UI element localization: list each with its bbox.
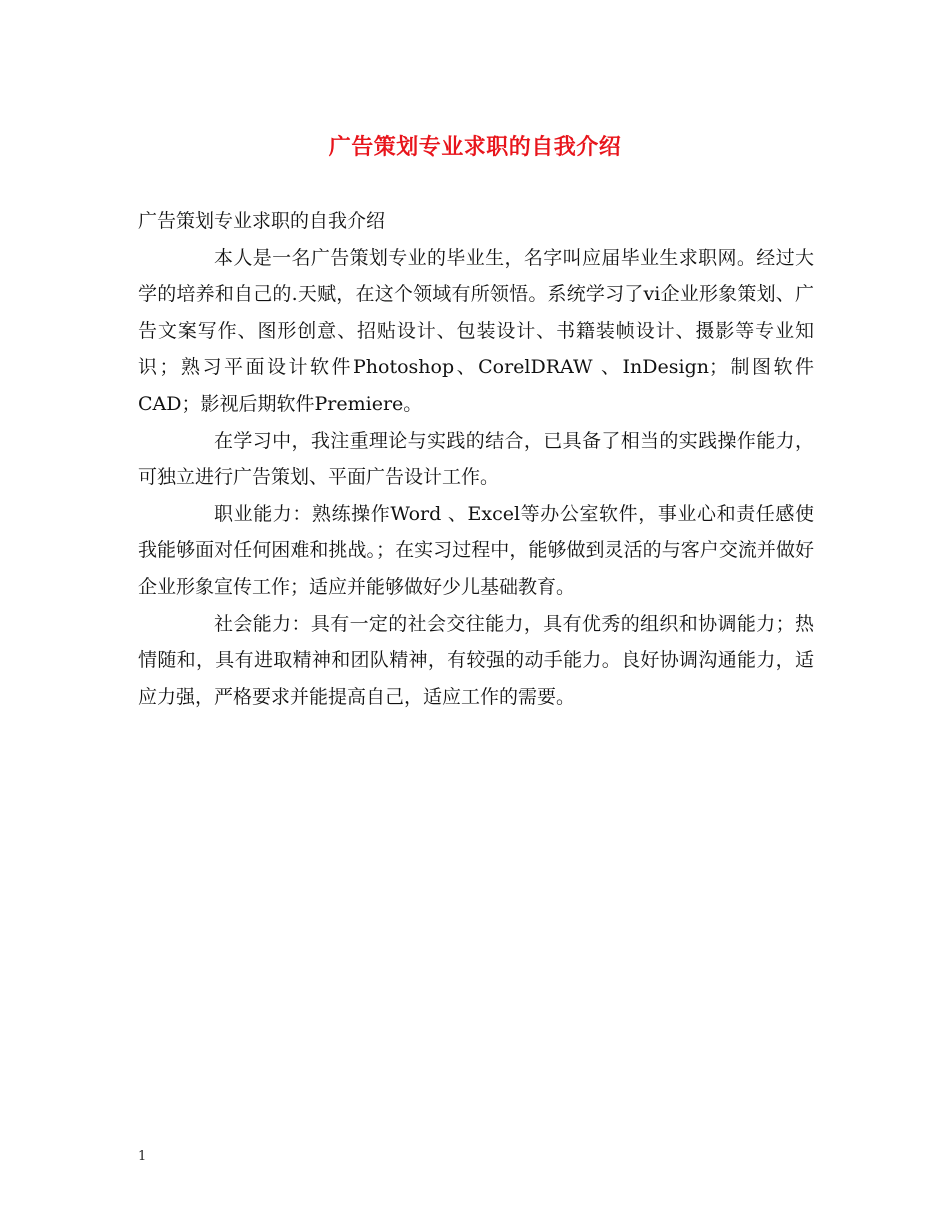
paragraph-social-ability: 社会能力：具有一定的社会交往能力，具有优秀的组织和协调能力；热情随和，具有进取精神和团队精神，有较强的动手能力。良好协调沟通能力，适应力强，严格要求并能提高自己，适应工作的需要。 <box>138 612 814 708</box>
paragraph-intro: 本人是一名广告策划专业的毕业生，名字叫应届毕业生求职网。经过大学的培养和自己的.天赋，在这个领域有所领悟。系统学习了vi企业形象策划、广告文案写作、图形创意、招贴设计、包装设计、书籍装帧设计、摄影等专业知识；熟习平面设计软件Photoshop、CorelDRAW 、InDesign；制图软件CAD；影视后期软件Premiere。 <box>138 246 814 415</box>
paragraph-professional-ability: 职业能力：熟练操作Word 、Excel等办公室软件，事业心和责任感使我能够面对任何困难和挑战。；在实习过程中，能够做到灵活的与客户交流并做好企业形象宣传工作；适应并能够做好少儿基础教育。 <box>138 502 814 598</box>
page-number: 1 <box>138 1149 147 1164</box>
paragraph-practice: 在学习中，我注重理论与实践的结合，已具备了相当的实践操作能力，可独立进行广告策划、平面广告设计工作。 <box>138 429 814 489</box>
document-title: 广告策划专业求职的自我介绍 <box>328 135 622 160</box>
document-body <box>138 203 814 715</box>
body-heading: 广告策划专业求职的自我介绍 <box>138 210 386 232</box>
